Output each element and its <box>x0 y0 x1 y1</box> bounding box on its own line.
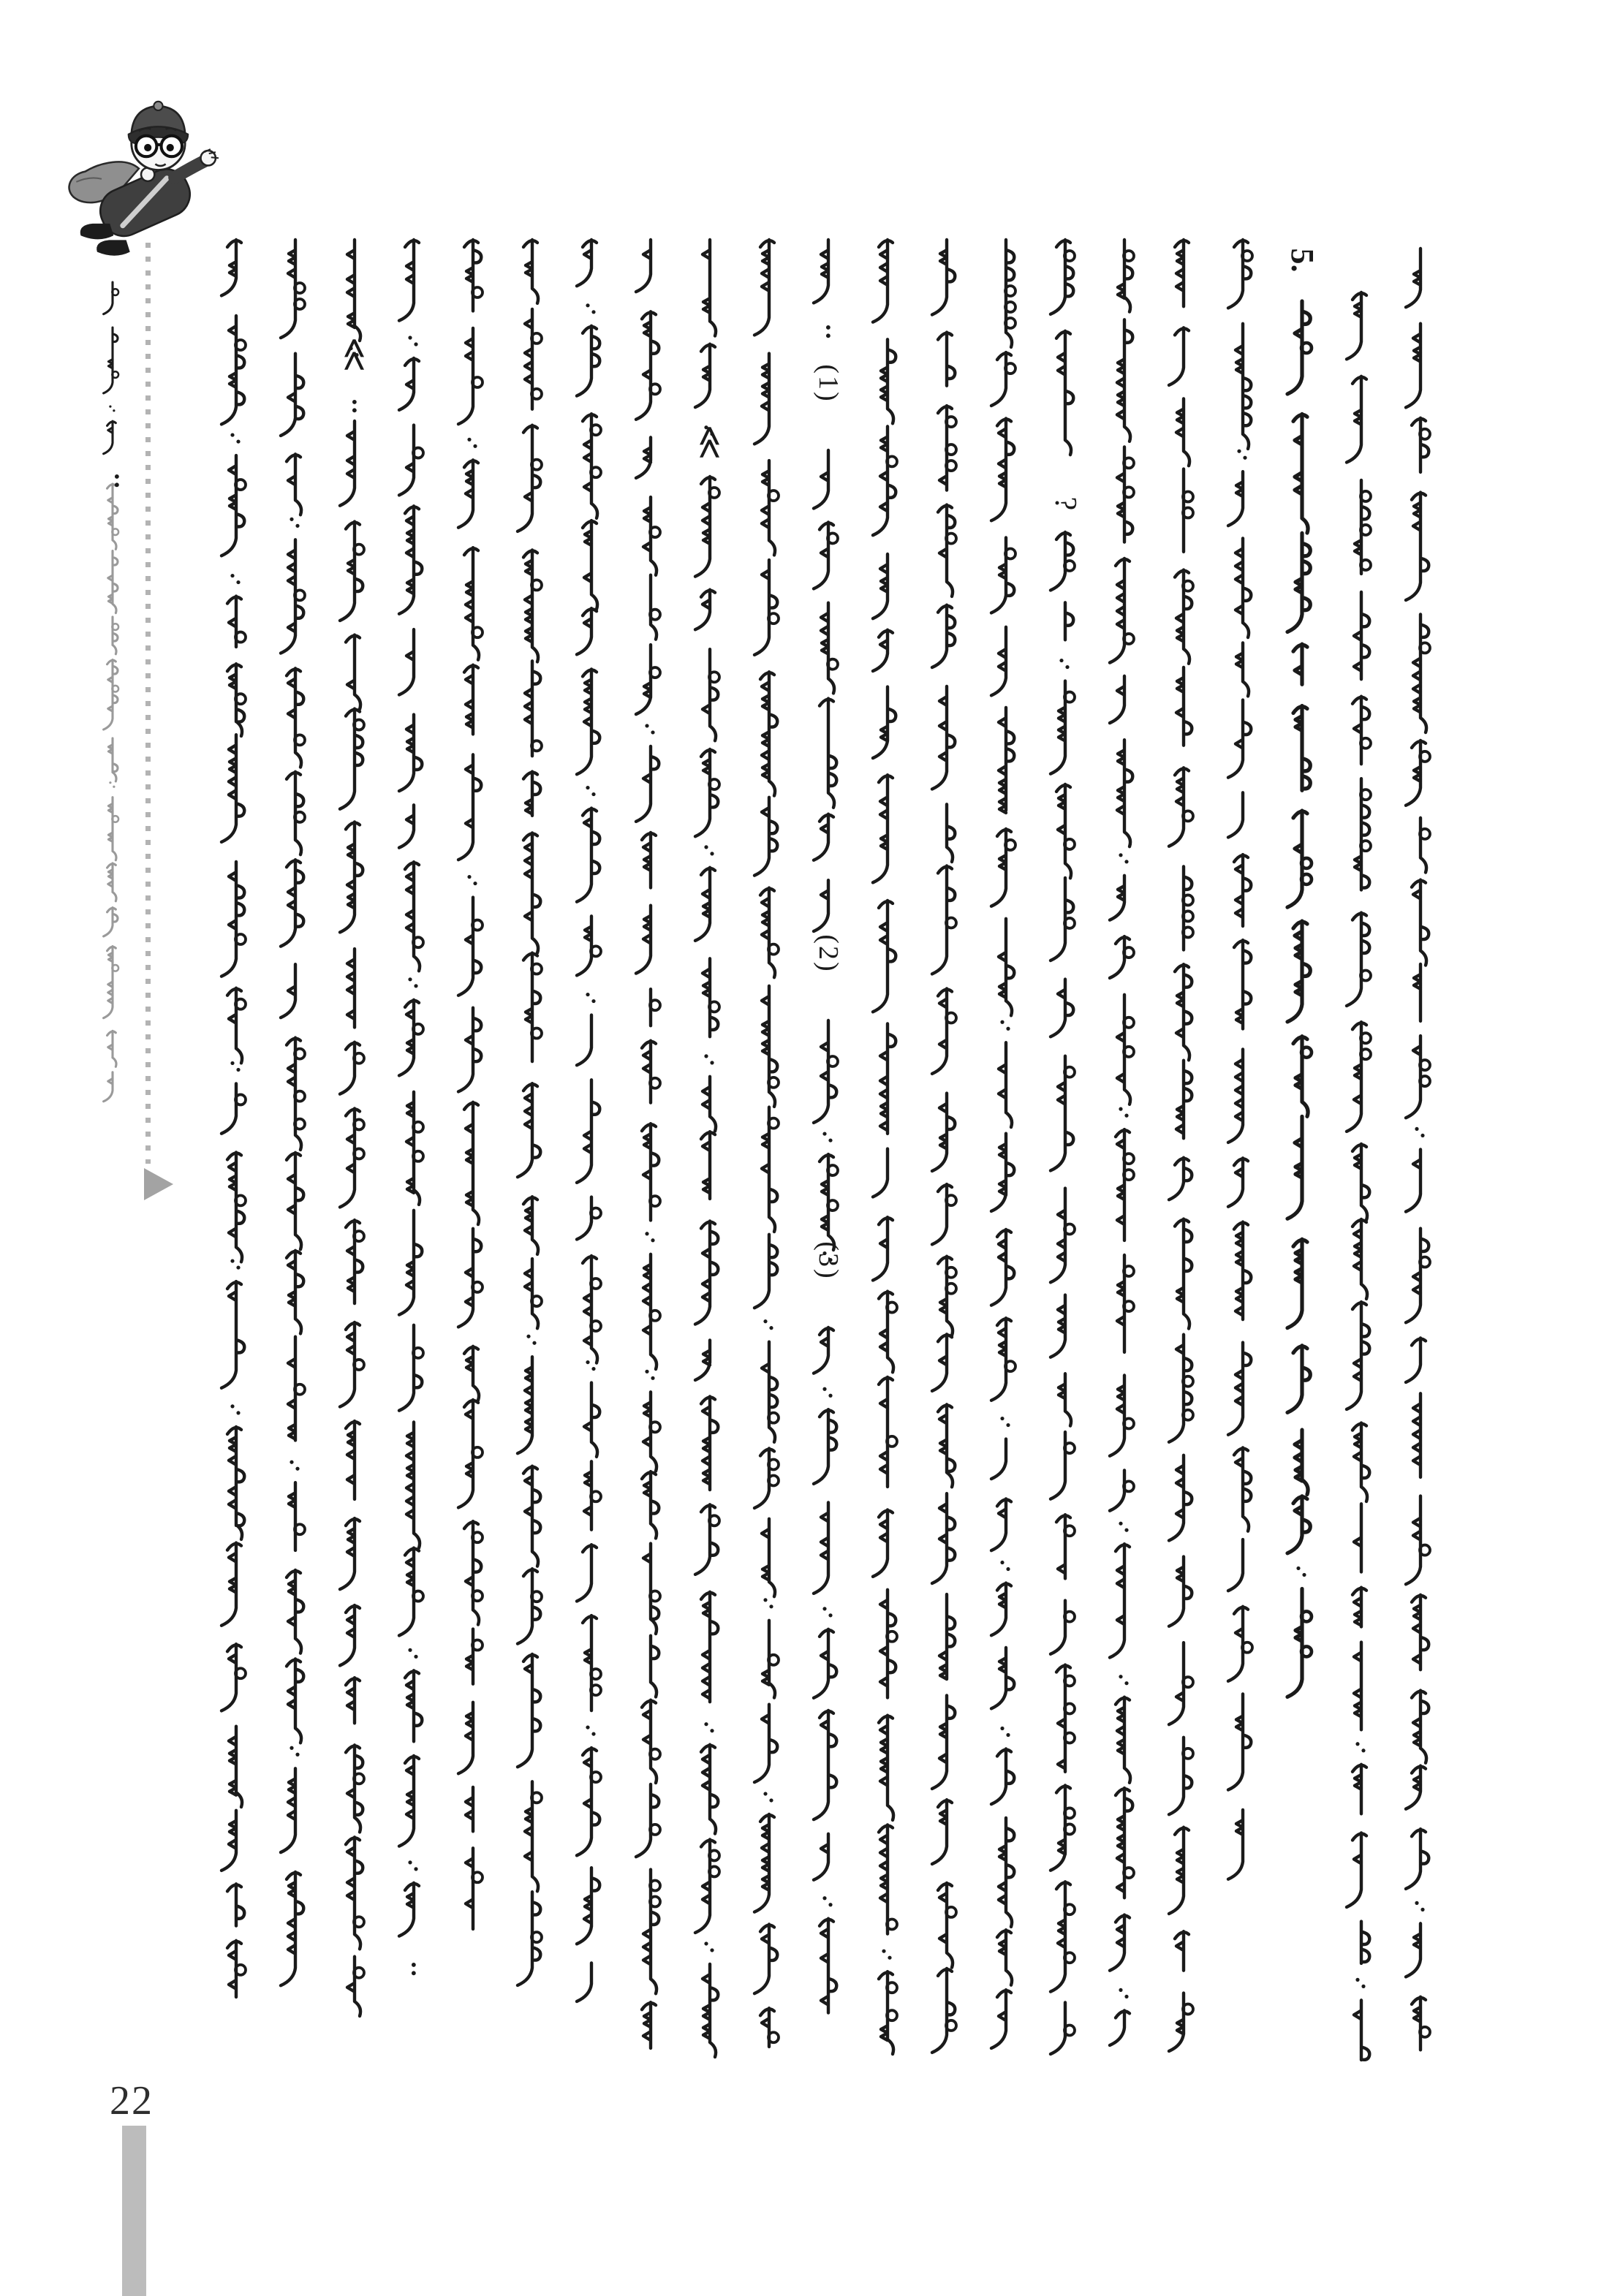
inline-token-item3: (3) <box>813 1241 844 1281</box>
mascot-flying-boy-illustration <box>63 98 219 276</box>
inline-token-colon: : <box>350 389 359 418</box>
text-column <box>572 238 610 2006</box>
page-number: 22 <box>110 2078 154 2123</box>
text-column <box>632 238 670 2056</box>
text-column <box>336 238 374 2009</box>
text-column <box>1401 247 1439 2063</box>
boot <box>97 240 130 255</box>
inline-token-quote_open: ≪ <box>336 336 374 373</box>
inline-token-item1: (1) <box>813 364 844 403</box>
inline-token-quote_open: ≪ <box>692 424 729 461</box>
text-column <box>1283 241 1321 1709</box>
inline-token-question: ? <box>1048 496 1082 511</box>
text-column <box>750 238 788 2054</box>
text-column <box>454 238 492 1974</box>
sidebar-note <box>99 281 135 1102</box>
text-column <box>809 238 847 2058</box>
text-column <box>276 238 314 2012</box>
text-column <box>1342 291 1380 2067</box>
text-column <box>395 238 433 1987</box>
text-column <box>1105 238 1143 2050</box>
corner-tab <box>122 2126 146 2296</box>
down-arrow-icon <box>144 1168 173 1200</box>
inline-token-item2: (2) <box>813 934 844 974</box>
boot <box>80 224 114 239</box>
dotted-rule <box>145 243 151 1164</box>
text-column <box>1165 238 1203 2056</box>
text-column <box>869 238 907 2047</box>
text-column <box>928 238 966 2057</box>
text-column <box>987 238 1025 2053</box>
sidebar-colon: : <box>113 463 121 493</box>
text-column <box>691 238 729 2050</box>
text-column <box>1046 238 1084 2058</box>
inline-token-heading: 5. <box>1285 248 1320 273</box>
inline-token-colon: : <box>409 1952 418 1981</box>
text-column <box>513 238 551 2015</box>
inline-token-colon: : <box>824 314 833 344</box>
text-column <box>1224 238 1262 1921</box>
text-column <box>217 238 255 2004</box>
